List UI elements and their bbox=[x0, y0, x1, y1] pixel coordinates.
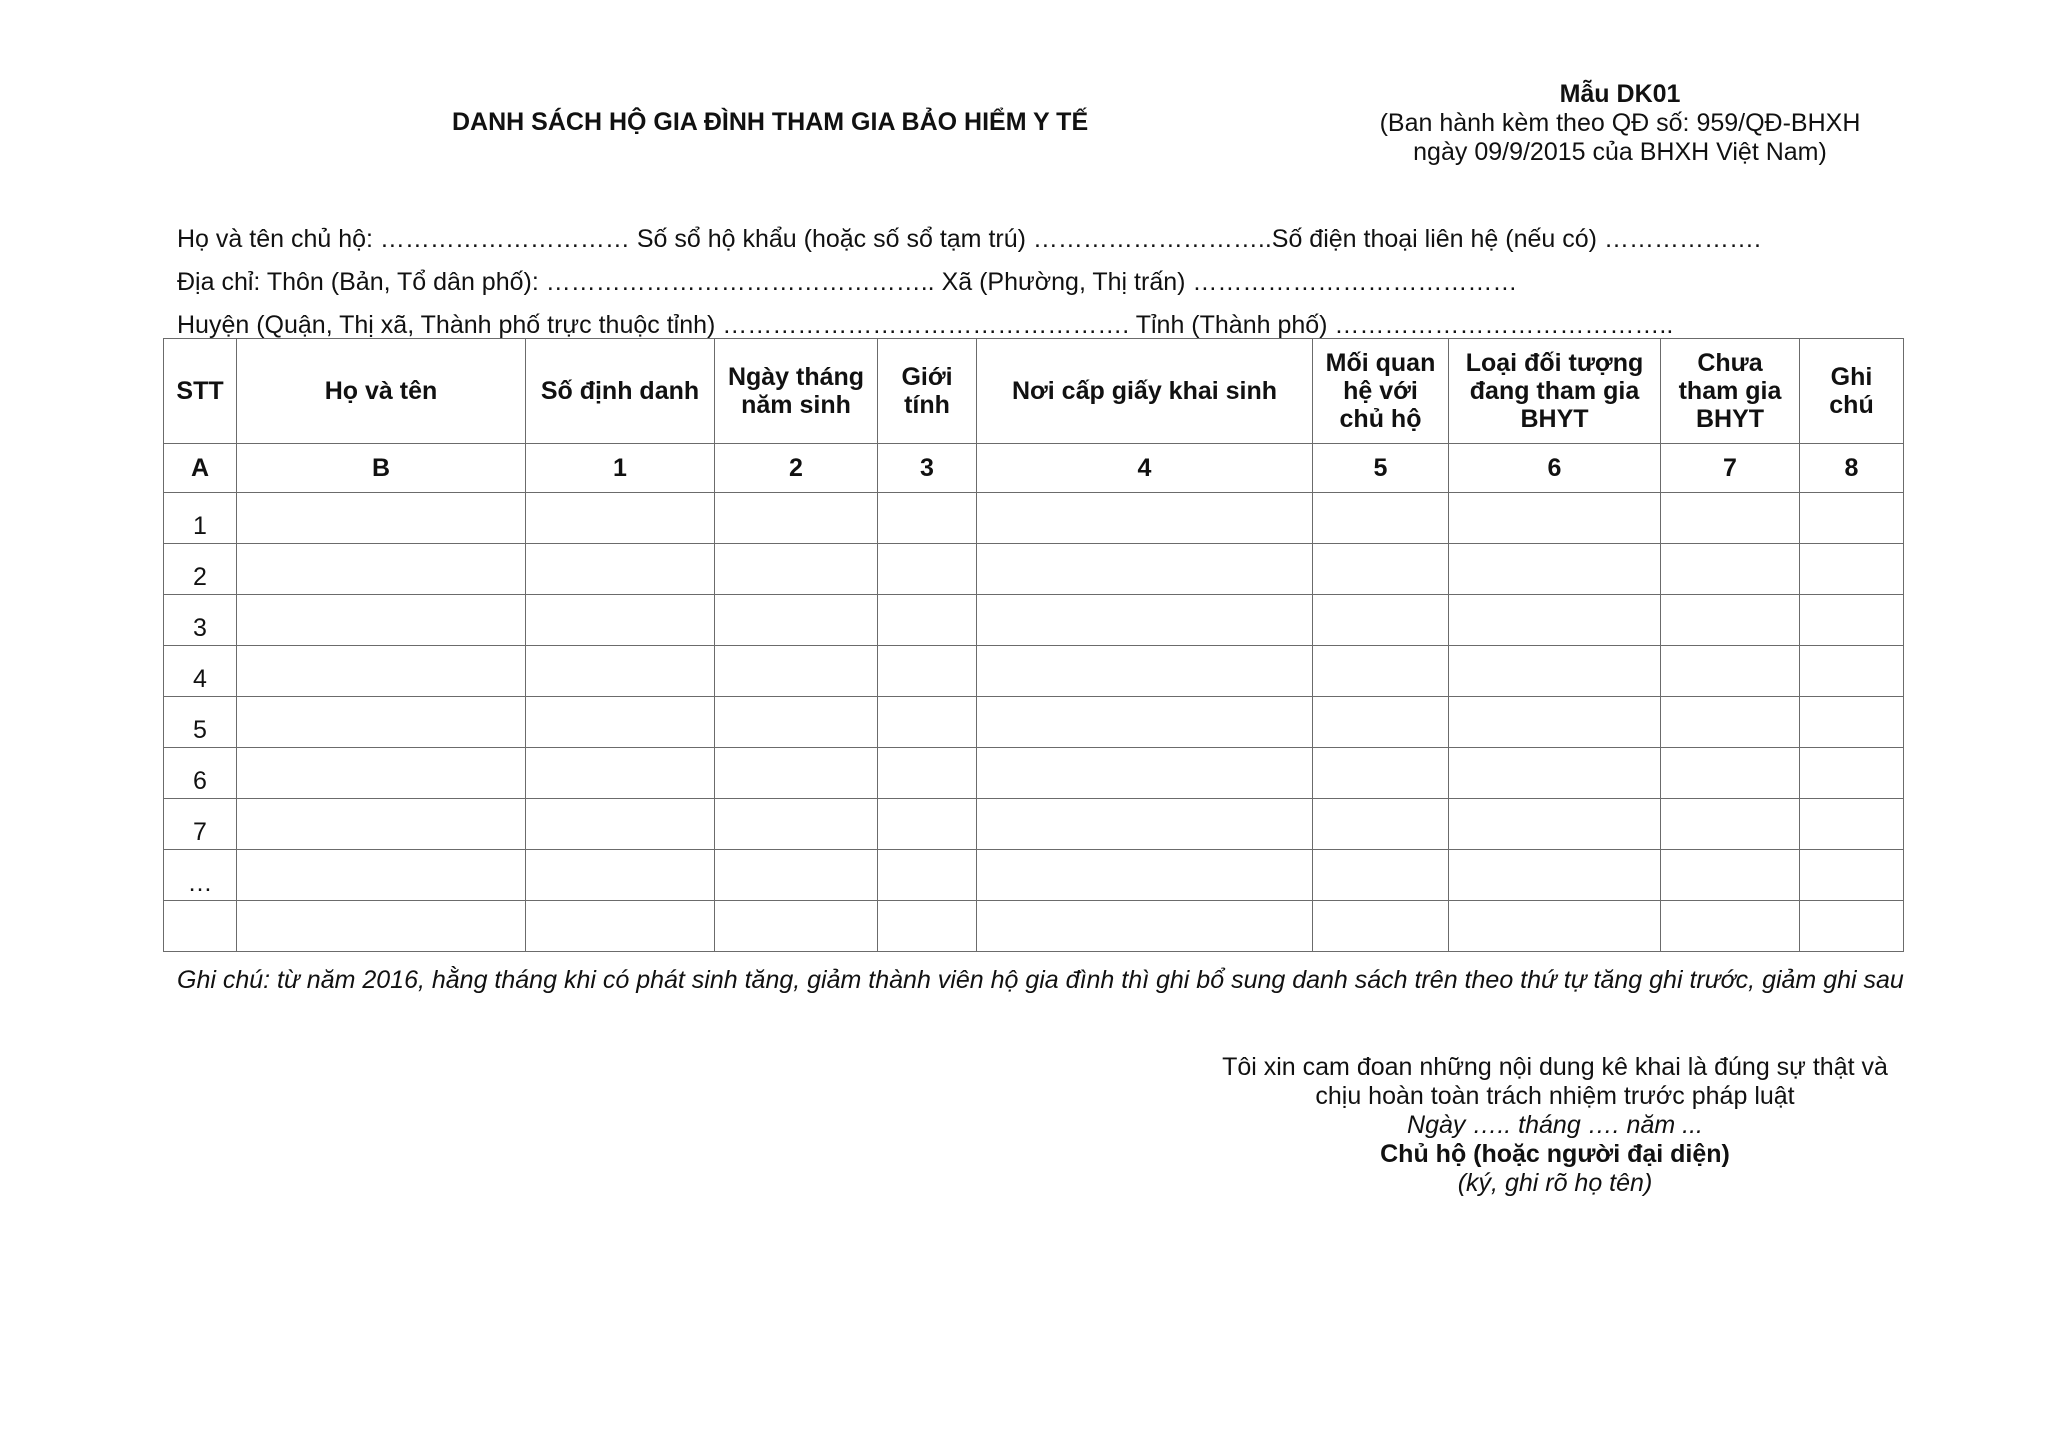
table-cell[interactable] bbox=[1313, 646, 1449, 697]
table-cell[interactable] bbox=[1800, 595, 1904, 646]
column-header-label: chú bbox=[1829, 391, 1874, 419]
column-header-label: đang tham gia bbox=[1469, 377, 1640, 405]
table-cell[interactable] bbox=[1313, 799, 1449, 850]
column-header-label: Mối quan bbox=[1325, 349, 1436, 377]
table-cell[interactable] bbox=[977, 748, 1313, 799]
issued-by-line-2: ngày 09/9/2015 của BHXH Việt Nam) bbox=[1413, 138, 1827, 166]
table-cell[interactable] bbox=[526, 901, 715, 952]
column-header bbox=[1313, 339, 1449, 444]
table-cell[interactable] bbox=[715, 697, 878, 748]
table-cell[interactable] bbox=[1313, 850, 1449, 901]
signer-title: Chủ hộ (hoặc người đại diện) bbox=[1380, 1140, 1730, 1168]
table-row bbox=[164, 646, 1904, 697]
table-cell[interactable] bbox=[237, 697, 526, 748]
row-number-cell[interactable]: 6 bbox=[164, 748, 237, 799]
table-row bbox=[164, 544, 1904, 595]
column-header bbox=[878, 339, 977, 444]
column-header-label: Nơi cấp giấy khai sinh bbox=[1011, 377, 1278, 405]
table-cell[interactable] bbox=[526, 850, 715, 901]
table-row bbox=[164, 799, 1904, 850]
table-cell[interactable] bbox=[878, 748, 977, 799]
table-row bbox=[164, 697, 1904, 748]
table-cell[interactable] bbox=[1661, 646, 1800, 697]
column-index: 7 bbox=[1661, 444, 1800, 493]
table-row bbox=[164, 595, 1904, 646]
table-cell[interactable] bbox=[977, 646, 1313, 697]
table-cell[interactable] bbox=[977, 595, 1313, 646]
table-cell[interactable] bbox=[1800, 493, 1904, 544]
row-number-cell[interactable]: 1 bbox=[164, 493, 237, 544]
signature-block bbox=[1200, 1053, 1910, 1198]
table-cell[interactable] bbox=[878, 697, 977, 748]
table-cell[interactable] bbox=[1449, 493, 1661, 544]
column-header-label: Số định danh bbox=[540, 377, 700, 405]
form-code: Mẫu DK01 bbox=[1559, 80, 1681, 108]
row-number-cell[interactable]: 3 bbox=[164, 595, 237, 646]
table-cell[interactable] bbox=[1449, 646, 1661, 697]
table-cell[interactable] bbox=[1661, 799, 1800, 850]
column-index: B bbox=[237, 444, 526, 493]
table-cell[interactable] bbox=[1661, 544, 1800, 595]
column-header-label: Giới bbox=[901, 363, 953, 391]
table-cell[interactable] bbox=[1800, 901, 1904, 952]
column-index: 3 bbox=[878, 444, 977, 493]
table-cell[interactable] bbox=[237, 493, 526, 544]
column-header bbox=[715, 339, 878, 444]
district-line: Huyện (Quận, Thị xã, Thành phố trực thuộc tỉnh) …………………………………………. Tỉnh (Thành phố) ………………………………….. bbox=[177, 311, 1674, 339]
column-header bbox=[1800, 339, 1904, 444]
column-index: 5 bbox=[1313, 444, 1449, 493]
table-cell[interactable] bbox=[715, 850, 878, 901]
row-number-cell[interactable]: 2 bbox=[164, 544, 237, 595]
table-cell[interactable] bbox=[878, 493, 977, 544]
table-cell[interactable] bbox=[1449, 748, 1661, 799]
table-cell[interactable] bbox=[878, 595, 977, 646]
table-cell[interactable] bbox=[237, 595, 526, 646]
table-cell[interactable] bbox=[715, 901, 878, 952]
column-header-row bbox=[164, 339, 1904, 444]
row-number-cell[interactable] bbox=[164, 901, 237, 952]
table-cell[interactable] bbox=[1661, 697, 1800, 748]
address-line: Địa chỉ: Thôn (Bản, Tổ dân phố): ……………………………………….. Xã (Phường, Thị trấn) ………………………………… bbox=[177, 268, 1518, 296]
table-cell[interactable] bbox=[237, 748, 526, 799]
sign-instruction: (ký, ghi rõ họ tên) bbox=[1457, 1169, 1653, 1197]
table-cell[interactable] bbox=[1313, 544, 1449, 595]
column-index: 6 bbox=[1449, 444, 1661, 493]
column-header-label: năm sinh bbox=[741, 391, 851, 419]
table-cell[interactable] bbox=[1800, 850, 1904, 901]
table-cell[interactable] bbox=[237, 799, 526, 850]
table-cell[interactable] bbox=[715, 544, 878, 595]
table-cell[interactable] bbox=[1313, 697, 1449, 748]
table-cell[interactable] bbox=[1661, 901, 1800, 952]
row-number-cell[interactable]: 5 bbox=[164, 697, 237, 748]
column-header-label: tính bbox=[904, 391, 950, 419]
table-cell[interactable] bbox=[1800, 697, 1904, 748]
column-header-label: Ngày tháng bbox=[727, 363, 865, 391]
table-cell[interactable] bbox=[237, 850, 526, 901]
table-cell[interactable] bbox=[526, 697, 715, 748]
column-header-label: BHYT bbox=[1695, 405, 1765, 433]
table-cell[interactable] bbox=[715, 748, 878, 799]
column-index: A bbox=[164, 444, 237, 493]
table-cell[interactable] bbox=[526, 748, 715, 799]
row-number-cell[interactable]: 4 bbox=[164, 646, 237, 697]
column-header-label: Chưa bbox=[1697, 349, 1763, 377]
table-cell[interactable] bbox=[878, 544, 977, 595]
household-member-table bbox=[163, 338, 1904, 952]
table-cell[interactable] bbox=[1449, 595, 1661, 646]
issued-by-line-1: (Ban hành kèm theo QĐ số: 959/QĐ-BHXH bbox=[1379, 109, 1861, 137]
table-cell[interactable] bbox=[1313, 748, 1449, 799]
table-cell[interactable] bbox=[1800, 748, 1904, 799]
table-cell[interactable] bbox=[715, 493, 878, 544]
table-cell[interactable] bbox=[526, 595, 715, 646]
table-cell[interactable] bbox=[1449, 901, 1661, 952]
table-cell[interactable] bbox=[878, 901, 977, 952]
table-cell[interactable] bbox=[526, 799, 715, 850]
column-index-row bbox=[164, 444, 1904, 493]
table-cell[interactable] bbox=[1313, 595, 1449, 646]
table-cell[interactable] bbox=[237, 544, 526, 595]
table-row bbox=[164, 901, 1904, 952]
column-header-label: Họ và tên bbox=[324, 377, 438, 405]
household-head-line: Họ và tên chủ hộ: ………………………… Số sổ hộ khẩu (hoặc số sổ tạm trú) ………………………..Số điện thoại liên hệ (nếu có) ………………. bbox=[177, 225, 1761, 253]
table-cell[interactable] bbox=[1800, 646, 1904, 697]
table-cell[interactable] bbox=[1449, 544, 1661, 595]
table-cell[interactable] bbox=[1449, 850, 1661, 901]
table-row bbox=[164, 493, 1904, 544]
table-cell[interactable] bbox=[1661, 595, 1800, 646]
table-cell[interactable] bbox=[977, 799, 1313, 850]
table-row bbox=[164, 748, 1904, 799]
table-cell[interactable] bbox=[1313, 493, 1449, 544]
table-cell[interactable] bbox=[977, 697, 1313, 748]
table-cell[interactable] bbox=[526, 544, 715, 595]
table-cell[interactable] bbox=[237, 646, 526, 697]
table-cell[interactable] bbox=[878, 850, 977, 901]
column-header bbox=[1661, 339, 1800, 444]
table-cell[interactable] bbox=[878, 646, 977, 697]
column-header-label: BHYT bbox=[1520, 405, 1589, 433]
table-cell[interactable] bbox=[1313, 901, 1449, 952]
column-header-label: STT bbox=[176, 377, 224, 405]
form-code-block bbox=[1360, 80, 1880, 167]
column-index: 8 bbox=[1800, 444, 1904, 493]
table-cell[interactable] bbox=[715, 595, 878, 646]
table-cell[interactable] bbox=[977, 493, 1313, 544]
column-header bbox=[526, 339, 715, 444]
table-cell[interactable] bbox=[1800, 544, 1904, 595]
table-cell[interactable] bbox=[1449, 799, 1661, 850]
column-header bbox=[164, 339, 237, 444]
row-number-cell[interactable]: 7 bbox=[164, 799, 237, 850]
table-cell[interactable] bbox=[1661, 850, 1800, 901]
column-header bbox=[1449, 339, 1661, 444]
table-cell[interactable] bbox=[715, 646, 878, 697]
row-number-cell[interactable]: … bbox=[164, 850, 237, 901]
table-cell[interactable] bbox=[526, 646, 715, 697]
form-title: DANH SÁCH HỘ GIA ĐÌNH THAM GIA BẢO HIỂM Y TẾ bbox=[452, 108, 1089, 136]
column-index: 4 bbox=[977, 444, 1313, 493]
footnote: Ghi chú: từ năm 2016, hằng tháng khi có phát sinh tăng, giảm thành viên hộ gia đình thì ghi bổ sung danh sách trên theo thứ tự tăng ghi trước, giảm ghi sau bbox=[177, 966, 1904, 994]
table-cell[interactable] bbox=[526, 493, 715, 544]
column-index: 1 bbox=[526, 444, 715, 493]
table-cell[interactable] bbox=[1800, 799, 1904, 850]
date-line: Ngày ….. tháng …. năm ... bbox=[1407, 1111, 1703, 1139]
column-header bbox=[237, 339, 526, 444]
commitment-line-1: Tôi xin cam đoan những nội dung kê khai là đúng sự thật và bbox=[1222, 1053, 1888, 1081]
table-body bbox=[164, 493, 1904, 952]
column-index: 2 bbox=[715, 444, 878, 493]
column-header-label: tham gia bbox=[1678, 377, 1782, 405]
table-cell[interactable] bbox=[1661, 748, 1800, 799]
table-cell[interactable] bbox=[237, 901, 526, 952]
table-cell[interactable] bbox=[715, 799, 878, 850]
column-header bbox=[977, 339, 1313, 444]
table-cell[interactable] bbox=[1661, 493, 1800, 544]
column-header-label: chủ hộ bbox=[1339, 405, 1422, 433]
column-header-label: Ghi bbox=[1830, 363, 1873, 391]
table-row bbox=[164, 850, 1904, 901]
table-cell[interactable] bbox=[1449, 697, 1661, 748]
table-cell[interactable] bbox=[977, 850, 1313, 901]
column-header-label: hệ với bbox=[1343, 377, 1418, 405]
table-cell[interactable] bbox=[878, 799, 977, 850]
table-cell[interactable] bbox=[977, 544, 1313, 595]
table-cell[interactable] bbox=[977, 901, 1313, 952]
column-header-label: Loại đối tượng bbox=[1465, 349, 1644, 377]
commitment-line-2: chịu hoàn toàn trách nhiệm trước pháp luật bbox=[1315, 1082, 1795, 1110]
